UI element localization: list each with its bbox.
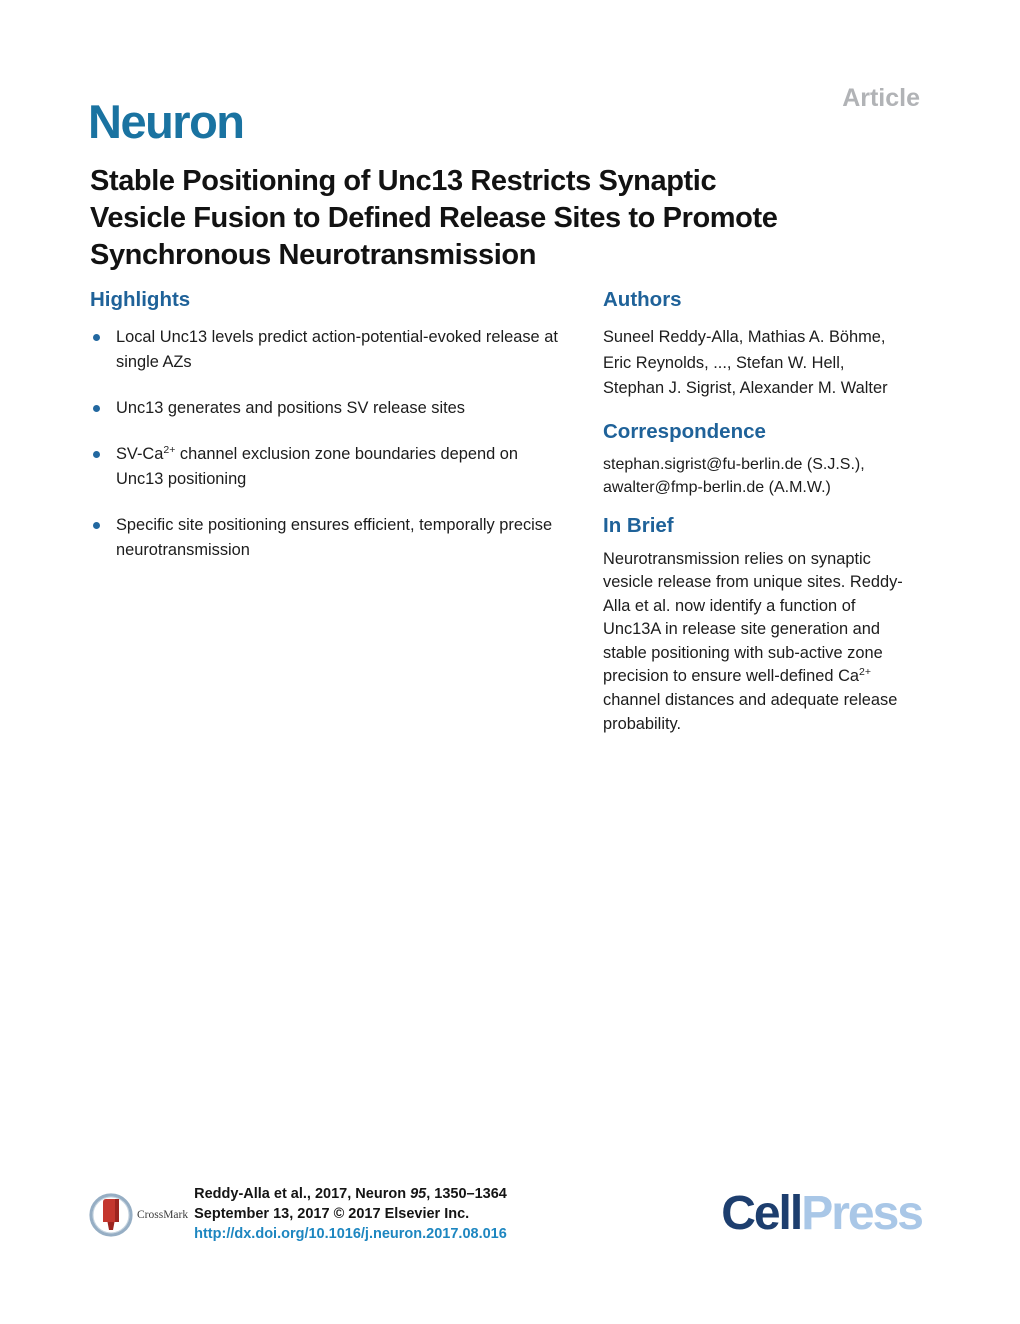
highlight-item: [90, 513, 603, 563]
citation-line: [194, 1184, 507, 1204]
in-brief-line: [603, 665, 922, 689]
author-line: Stephan J. Sigrist, Alexander M. Walter: [603, 379, 888, 397]
highlight-item: [90, 442, 603, 492]
highlights-heading: Highlights: [90, 288, 191, 311]
correspondence-heading: Correspondence: [603, 419, 766, 443]
article-title-line: Stable Positioning of Unc13 Restricts Synaptic: [90, 165, 717, 197]
in-brief-text: stable positioning with sub-active zone: [603, 643, 883, 662]
highlight-text: Unc13 positioning: [116, 470, 247, 488]
in-brief-text: vesicle release from unique sites. Reddy-: [603, 573, 903, 592]
superscript: 2+: [163, 443, 176, 456]
bullet-icon: [93, 451, 100, 458]
citation-text: Reddy-Alla et al., 2017, Neuron: [194, 1186, 411, 1202]
in-brief-section: [603, 514, 922, 737]
crossmark-label: CrossMark: [137, 1209, 189, 1221]
in-brief-text: Neurotransmission relies on synaptic: [603, 549, 871, 568]
in-brief-line: [603, 595, 922, 619]
in-brief-text: Unc13A in release site generation and: [603, 620, 881, 639]
citation-block: [194, 1184, 507, 1244]
highlight-text: Local Unc13 levels predict action-potential-evoked release at: [116, 328, 558, 346]
journal-logo: Neuron: [88, 95, 244, 148]
in-brief-text: Alla et al. now identify a function of: [603, 596, 856, 615]
cellpress-logo: [721, 1188, 922, 1240]
highlight-text-line: [116, 442, 603, 467]
in-brief-heading: In Brief: [603, 513, 674, 537]
bullet-icon: [93, 405, 100, 412]
citation-volume: 95: [410, 1186, 427, 1202]
superscript: 2+: [859, 665, 872, 678]
correspondence-email[interactable]: stephan.sigrist@fu-berlin.de (S.J.S.),: [603, 455, 865, 473]
highlight-item: [90, 396, 603, 421]
highlight-text: single AZs: [116, 353, 192, 371]
highlight-text: neurotransmission: [116, 541, 250, 559]
highlight-text-line: [116, 467, 603, 492]
citation-date: September 13, 2017 © 2017 Elsevier Inc.: [194, 1206, 470, 1222]
highlights-section: [90, 288, 603, 736]
footer-left: [88, 1184, 507, 1244]
cellpress-press-text: Press: [801, 1187, 922, 1240]
article-title-line: Synchronous Neurotransmission: [90, 239, 537, 271]
citation-pages: , 1350–1364: [426, 1186, 507, 1202]
in-brief-line: [603, 618, 922, 642]
in-brief-line: [603, 642, 922, 666]
author-line: Suneel Reddy-Alla, Mathias A. Böhme,: [603, 328, 886, 346]
authors-section: [603, 288, 922, 402]
article-title: [90, 163, 777, 274]
in-brief-line: [603, 689, 922, 713]
highlight-text-line: [116, 350, 603, 375]
doi-link[interactable]: http://dx.doi.org/10.1016/j.neuron.2017.08.016: [194, 1226, 507, 1242]
cellpress-cell-text: Cell: [721, 1187, 802, 1240]
in-brief-line: [603, 548, 922, 572]
in-brief-text: precision to ensure well-defined Ca: [603, 667, 860, 686]
crossmark-icon: [88, 1192, 134, 1238]
crossmark-logo[interactable]: [88, 1192, 188, 1238]
footer: [88, 1184, 922, 1244]
highlight-item: [90, 325, 603, 375]
correspondence-section: [603, 420, 922, 499]
in-brief-text: channel distances and adequate release: [603, 691, 898, 710]
highlight-text: channel exclusion zone boundaries depend on: [175, 445, 519, 463]
correspondence-email[interactable]: awalter@fmp-berlin.de (A.M.W.): [603, 478, 831, 496]
highlight-text-line: [116, 325, 603, 350]
summary-columns: [90, 288, 922, 736]
authors-heading: Authors: [603, 288, 682, 311]
highlight-text: Unc13 generates and positions SV release sites: [116, 399, 465, 417]
author-line: Eric Reynolds, ..., Stefan W. Hell,: [603, 353, 845, 372]
article-title-line: Vesicle Fusion to Defined Release Sites to Promote: [90, 202, 778, 234]
highlight-text-line: [116, 538, 603, 563]
in-brief-line: [603, 713, 922, 737]
highlight-text-line: [116, 513, 603, 538]
highlight-text: SV-Ca: [116, 445, 164, 463]
highlight-text-line: [116, 396, 603, 421]
article-type-label: Article: [842, 84, 920, 112]
in-brief-text: probability.: [603, 714, 682, 733]
highlight-text: Specific site positioning ensures efficient, temporally precise: [116, 516, 553, 534]
meta-column: [603, 288, 922, 736]
bullet-icon: [93, 334, 100, 341]
in-brief-line: [603, 571, 922, 595]
bullet-icon: [93, 522, 100, 529]
